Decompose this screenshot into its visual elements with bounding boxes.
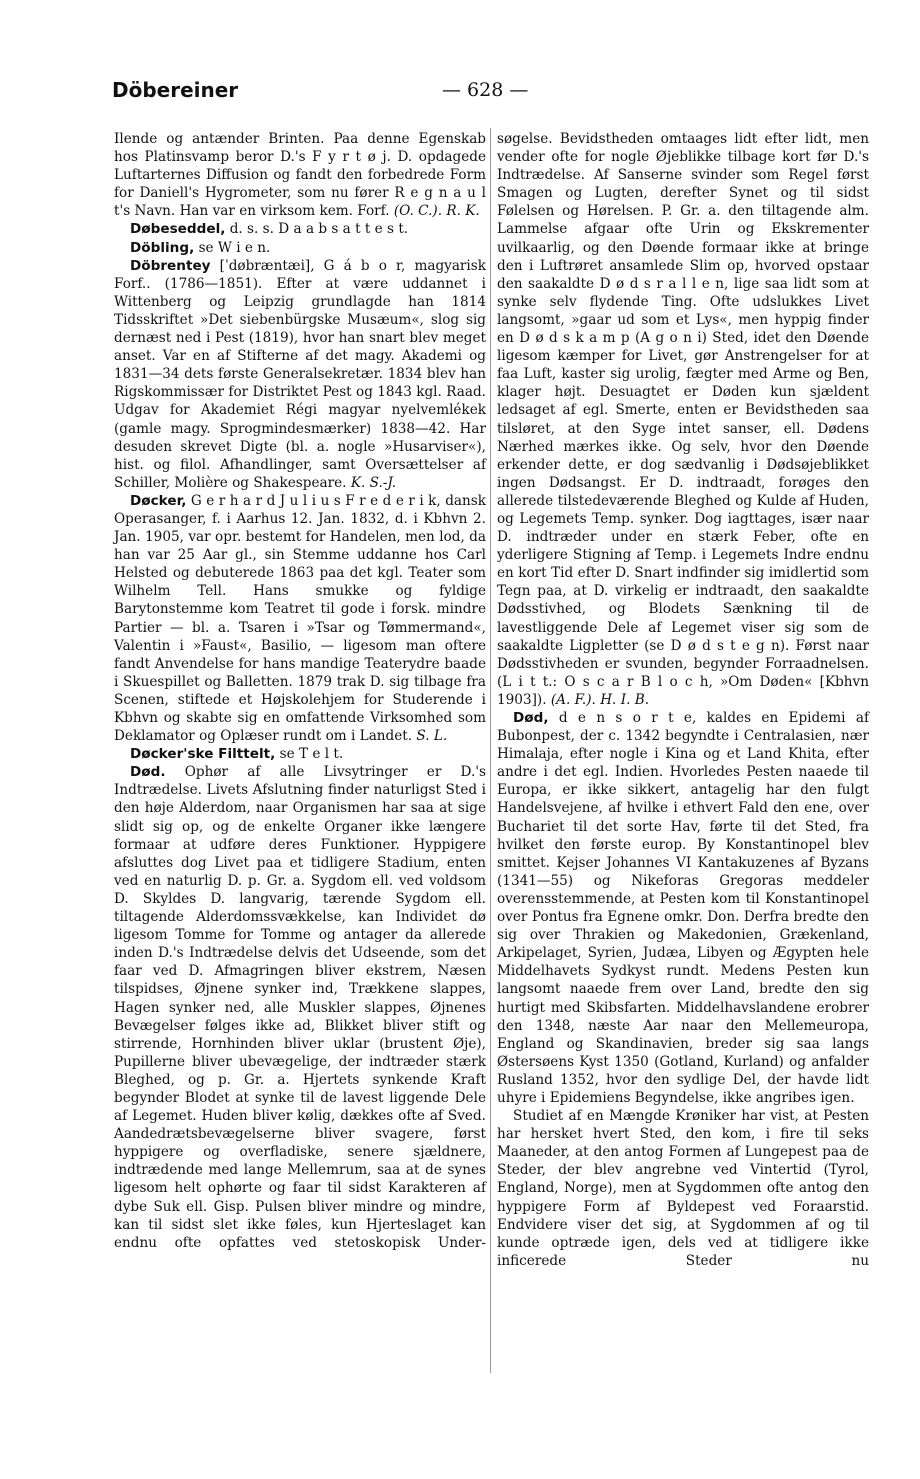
entry-keyword: Døcker'ske Filttelt, <box>130 746 276 763</box>
entry-paragraph <box>114 492 486 745</box>
entry-keyword: Døcker, <box>130 492 187 509</box>
entry-paragraph <box>497 1107 869 1270</box>
entry-signature: K. S.-J. <box>350 474 397 491</box>
entry-text: Studiet af en Mængde Krøniker har vist, at Pesten har hersket hvert Sted, den kom, i fire til seks Maaneder, at den antog Formen af Lungepest paa de Steder, der blev angrebne ved Vintertid (Tyrol, England, Norge), men at Sygdommen ofte antog den hyppigere Form af Byldepest ved Foraarstid. Endvidere viser det sig, at Sygdommen af og til kunde optræde igen, dels ved at tidligere ikke inficerede Steder nu <box>497 1108 869 1269</box>
entry-keyword: Döbling, <box>130 239 195 256</box>
right-column <box>497 130 869 1270</box>
entry-paragraph <box>114 763 486 1252</box>
entry-text: G e r h a r d J u l i u s F r e d e r i k, dansk Operasanger, f. i Aarhus 12. Jan. 1832, d. i Kbhvn 2. Jan. 1905, var opr. bestemt for Handelen, men lod, da han var 25 Aar gl., sin Stemme uddanne hos Carl Helsted og debuterede 1863 paa det kgl. Teater som Wilhelm Tell. Hans smukke og fyldige Barytonstemme kom Teatret til gode i forsk. mindre Partier — bl. a. Tsaren i »Tsar og Tømmermand«, Valentin i »Faust«, Basilio, — ligesom man oftere fandt Anvendelse for hans mandige Teaterydre baade i Skuespillet og Balletten. 1879 trak D. sig tilbage fra Scenen, stiftede et Højskolehjem for Studerende i Kbhvn og skabte sig en omfattende Virksomhed som Deklamator og Oplæser rundt om i Landet. <box>114 492 486 745</box>
entry-text: [ˈdøbræntæi], G á b o r, magyarisk Forf.. (1786—1851). Efter at være uddannet i Wittenberg og Leipzig grundlagde han 1814 Tidsskriftet »Det siebenbürgske Musæum«, slog sig dernæst ned i Pest (1819), hvor han snart blev meget anset. Var en af Stifterne af det magy. Akademi og 1831—34 dets første Generalsekretær. 1834 blev han Rigskommissær for Distriktet Pest og 1843 kgl. Raad. Udgav for Akademiet Régi magyar nyelvemlékek (gamle magy. Sprogmindesmærker) 1838—42. Har desuden skrevet Digte (bl. a. nogle »Husarviser«), hist. og filol. Afhandlinger, samt Oversættelser af Schiller, Molière og Shakespeare. <box>114 257 486 491</box>
entry-keyword: Død, <box>513 710 549 726</box>
entry-signature: S. L. <box>416 728 448 745</box>
left-column <box>114 130 486 1252</box>
column-divider <box>490 128 491 1373</box>
entry-text: d e n s o r t e, kaldes en Epidemi af Bubonpest, der c. 1342 begyndte i Centralasien, nær Himalaja, efter nogle i Kina og et Land Khita, efter andre i det egl. Indien. Hvorledes Pesten naaede til Europa, er ikke sikkert, antagelig har den fulgt Handelsvejene, af hvilke i ethvert Fald den ene, over Buchariet til det sorte Hav, førte til det Sted, fra hvilket den første europ. By Konstantinopel blev smittet. Kejser Johannes VI Kantakuzenes af Byzans (1341—55) og Nikeforas Gregoras meddeler overensstemmende, at Pesten kom til Konstantinopel over Pontus fra Egnene omkr. Don. Derfra bredte den sig over Thrakien og Makedonien, Grækenland, Arkipelaget, Syrien, Judæa, Libyen og Ægypten hele Middelhavets Sydkyst rundt. Medens Pesten kun langsomt naaede frem over Land, bredte den sig hurtigt med Skibsfarten. Middelhavslandene erobrer den 1348, næste Aar naar den Mellemeuropa, England og Skandinavien, breder sig saa langs Østersøens Kyst 1350 (Gotland, Kurland) og anfalder Rusland 1352, hvor den sydlige Del, der havde lidt uhyre i Epidemiens Begyndelse, ikke angribes igen. <box>497 710 869 1106</box>
entry-text: søgelse. Bevidstheden omtaages lidt efter lidt, men vender ofte for nogle Øjeblikke tilbage kort før D.'s Indtrædelse. Af Sanserne svinder som Regel først Smagen og Lugten, derefter Synet og til sidst Følelsen og Hørelsen. P. Gr. a. den tiltagende alm. Lammelse afgaar ofte Urin og Ekskrementer uvilkaarlig, og den Døende formaar ikke at bringe den i Luftrøret ansamlede Slim op, hvorved opstaar den saakaldte D ø d s r a l l e n, lige saa lidt som at synke selv flydende Ting. Ofte udslukkes Livet langsomt, »gaar ud som et Lys«, men hyppig finder en D ø d s k a m p (A g o n i) Sted, idet den Døende ligesom kæmper for Livet, gør Anstrengelser for at faa Luft, kaster sig urolig, fægter med Arme og Ben, klager højt. Desuagtet er Døden kun sjældent ledsaget af egl. Smerte, enten er Bevidstheden saa tilsløret, at den Syge intet sanser, ell. Dødens Nærhed mærkes ikke. Og selv, hvor den Døende erkender dette, er dog sædvanlig i Dødsøjeblikket ingen Dødsangst. Er D. indtraadt, forøges den allerede tilstedeværende Bleghed og Kulde af Huden, og Legemets Temp. synker. Dog iagttages, især naar D. indtræder under en stærk Feber, ofte en yderligere Stigning af Temp. i Legemets Indre endnu en kort Tid efter D. Snart indfinder sig imidlertid som Tegn paa, at D. virkelig er indtraadt, den saakaldte Dødsstivhed, og Blodets Sænkning til de lavestliggende Dele af Legemet viser sig som de saakaldte Ligpletter (se D ø d s t e g n). Først naar Dødsstivheden er svunden, begynder Forraadnelsen. (L i t t.: O s c a r B l o c h, »Om Døden« [Kbhvn 1903]). <box>497 131 869 708</box>
entry-signature: (A. F.). H. I. B. <box>550 691 650 708</box>
entry-text: se W i e n. <box>194 239 271 256</box>
entry-paragraph <box>114 257 486 492</box>
page-number: — 628 — <box>442 79 529 101</box>
entry-paragraph <box>114 130 486 220</box>
entry-keyword: Døbeseddel, <box>130 221 226 238</box>
entry-paragraph <box>114 239 486 257</box>
entry-paragraph <box>114 220 486 238</box>
entry-keyword: Döbrentey <box>130 257 211 274</box>
entry-text: d. s. s. D a a b s a t t e s t. <box>225 221 409 238</box>
entry-keyword: Død. <box>130 764 166 781</box>
entry-text: Ilende og antænder Brinten. Paa denne Egenskab hos Platinsvamp beror D.'s F y r t ø j. D. opdagede Luftarternes Diffusion og fandt den forbedrede Form for Daniell's Hygrometer, som nu fører R e g n a u l t's Navn. Han var en virksom kem. Forf. <box>114 131 486 220</box>
entry-paragraph <box>497 130 869 709</box>
running-head-word: Döbereiner <box>112 78 239 102</box>
entry-text: Ophør af alle Livsytringer er D.'s Indtrædelse. Livets Afslutning finder naturligst Sted i den høje Alderdom, naar Organismen har saa at sige slidt sig op, og de enkelte Organer ikke længere formaar at udføre deres Funktioner. Hyppigere afsluttes dog Livet paa et tidligere Stadium, enten ved en naturlig D. p. Gr. a. Sygdom ell. ved voldsom D. Skyldes D. langvarig, tærende Sygdom ell. tiltagende Alderdomssvækkelse, kan Individet dø ligesom Tomme for Tomme og antager da allerede inden D.'s Indtrædelse delvis det Udseende, som det faar ved D. Afmagringen bliver ekstrem, Næsen tilspidses, Øjnene synker ind, Trækkene slappes, Hagen synker ned, alle Muskler slappes, Øjnenes Bevægelser følges ikke ad, Blikket bliver stift og stirrende, Hornhinden bliver uklar (brustent Øje), Pupillerne bliver ubevægelige, der indtræder stærk Bleghed, og p. Gr. a. Hjertets synkende Kraft begynder Blodet at synke til de lavest liggende Dele af Legemet. Huden bliver kølig, dækkes ofte af Sved. Aandedrætsbevægelserne bliver svagere, først hyppigere og overfladiske, senere sjældnere, indtrædende med lange Mellemrum, saa at de synes ligesom helt ophørte og faar til sidst Karakteren af dybe Suk ell. Gisp. Pulsen bliver mindre og mindre, kan til sidst slet ikke føles, kun Hjerteslaget kan endnu ofte opfattes ved stetoskopisk Under- <box>114 764 486 1251</box>
entry-paragraph <box>114 745 486 763</box>
entry-signature: (O. C.). R. K. <box>393 203 480 220</box>
entry-paragraph <box>497 709 869 1107</box>
entry-text: se T e l t. <box>275 746 344 763</box>
page-header <box>112 78 872 108</box>
